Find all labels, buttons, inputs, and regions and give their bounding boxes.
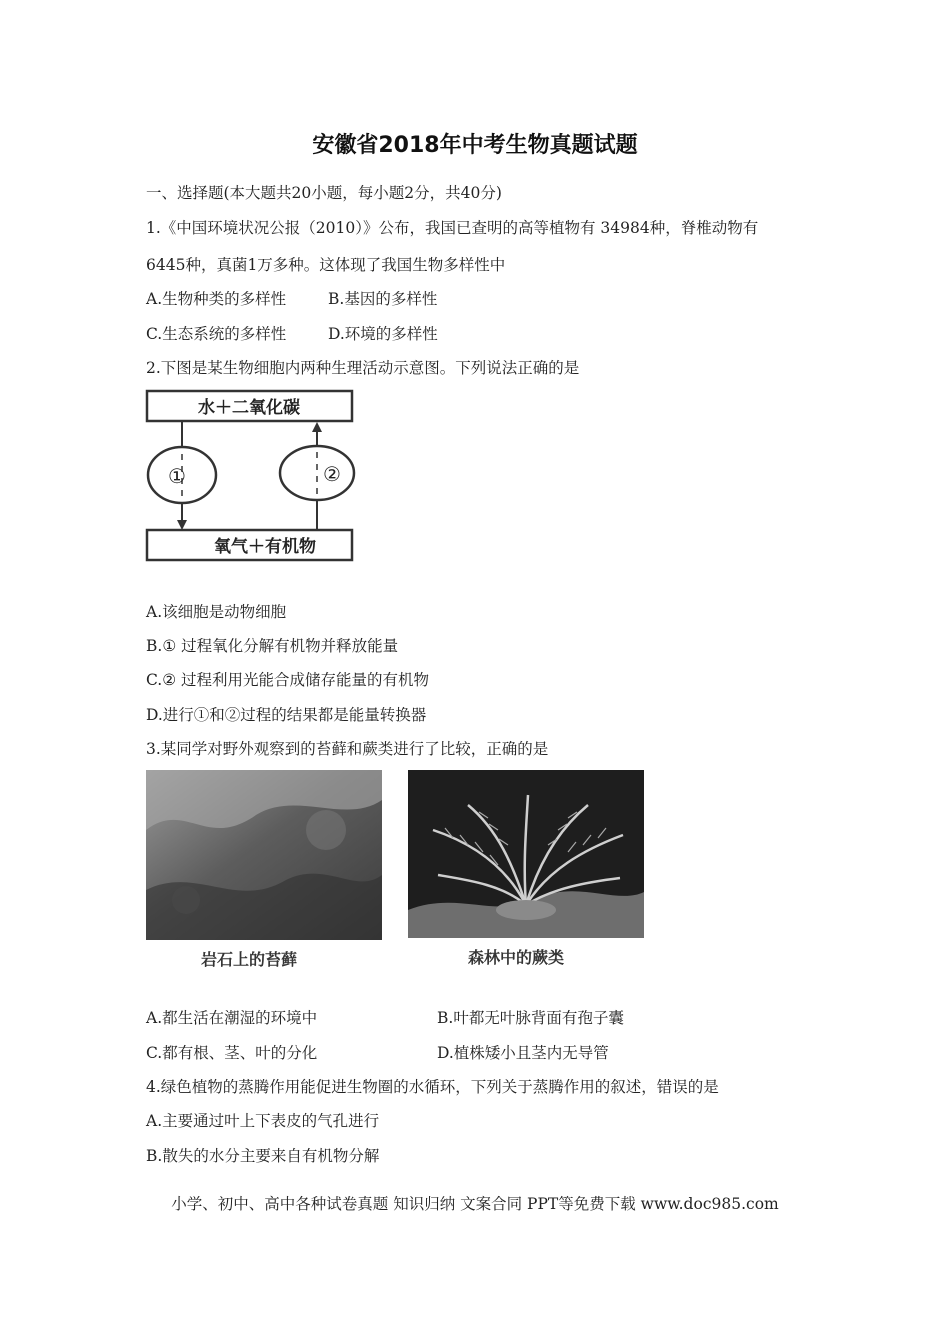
label-process-1: ① <box>168 464 186 488</box>
q1-stem-line2: 6445种，真菌1万多种。这体现了我国生物多样性中 <box>146 256 506 274</box>
moss-photo <box>146 770 382 975</box>
fern-photo-caption: 森林中的蕨类 <box>468 948 565 967</box>
right-arrow-head <box>312 422 322 432</box>
left-arrow-head <box>177 520 187 530</box>
q2-option-c: C.② 过程利用光能合成储存能量的有机物 <box>146 671 430 689</box>
q3-stem: 3.某同学对野外观察到的苔藓和蕨类进行了比较，正确的是 <box>146 740 549 758</box>
bottom-box-label: 氧气＋有机物 <box>214 537 316 557</box>
page-title: 安徽省2018年中考生物真题试题 <box>312 133 638 158</box>
footer-text: 小学、初中、高中各种试卷真题 知识归纳 文案合同 PPT等免费下载 www.doc985.com <box>171 1195 779 1213</box>
q2-option-a: A.该细胞是动物细胞 <box>146 603 287 621</box>
q3-option-a: A.都生活在潮湿的环境中 <box>146 1009 318 1027</box>
q2-option-b: B.① 过程氧化分解有机物并释放能量 <box>146 637 399 655</box>
moss-photo-image <box>146 770 382 940</box>
q2-stem: 2.下图是某生物细胞内两种生理活动示意图。下列说法正确的是 <box>146 359 580 377</box>
section-heading: 一、选择题(本大题共20小题，每小题2分，共40分) <box>146 184 502 202</box>
q4-option-b: B.散失的水分主要来自有机物分解 <box>146 1147 380 1165</box>
q1-option-b: B.基因的多样性 <box>328 290 438 308</box>
q3-option-d: D.植株矮小且茎内无导管 <box>437 1044 609 1062</box>
top-box-label: 水＋二氧化碳 <box>198 398 300 418</box>
q1-option-a: A.生物种类的多样性 <box>146 290 287 308</box>
q1-option-c: C.生态系统的多样性 <box>146 325 287 343</box>
cell-process-diagram <box>145 388 360 563</box>
q2-option-d: D.进行①和②过程的结果都是能量转换器 <box>146 706 427 724</box>
fern-photo-image <box>408 770 644 938</box>
q3-option-c: C.都有根、茎、叶的分化 <box>146 1044 318 1062</box>
q3-option-b: B.叶都无叶脉背面有孢子囊 <box>437 1009 624 1027</box>
q1-stem-line1: 1.《中国环境状况公报（2010）》公布，我国已查明的高等植物有 34984种，脊椎动物有 <box>146 219 759 237</box>
moss-photo-caption: 岩石上的苔藓 <box>201 950 298 969</box>
q4-stem: 4.绿色植物的蒸腾作用能促进生物圈的水循环，下列关于蒸腾作用的叙述，错误的是 <box>146 1078 719 1096</box>
fern-photo <box>408 770 644 975</box>
q1-option-d: D.环境的多样性 <box>328 325 438 343</box>
label-process-2: ② <box>323 462 341 486</box>
q4-option-a: A.主要通过叶上下表皮的气孔进行 <box>146 1112 380 1130</box>
diagram-svg <box>145 388 360 563</box>
